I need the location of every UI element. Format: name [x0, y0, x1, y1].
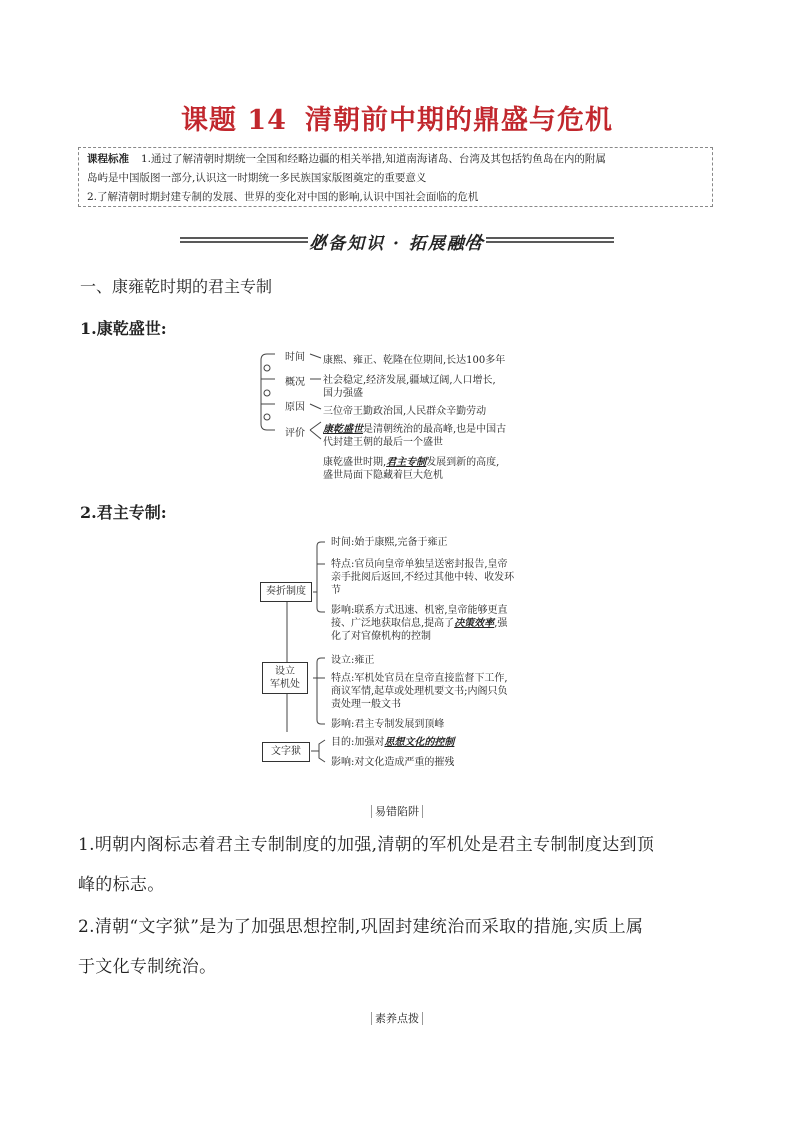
- kq-node-time: 时间: [285, 352, 305, 363]
- zz-effect-1: 影响:联系方式迅速、机密,皇帝能够更直: [331, 605, 508, 616]
- section-banner-title: 必备知识 · 拓展融合: [309, 234, 485, 254]
- zz-effect-3: 化了对官僚机构的控制: [331, 631, 431, 642]
- zz-time: 时间:始于康熙,完备于雍正: [331, 537, 448, 548]
- standard-line-1: 1.通过了解清朝时期统一全国和经略边疆的相关举措,知道南海诸岛、台湾及其包括钓鱼岛在内的附属: [141, 153, 606, 165]
- zz-feature-2: 亲手批阅后返回,不经过其他中转、收发环: [331, 572, 515, 583]
- jj-set: 设立:雍正: [331, 655, 375, 666]
- literacy-tag: 素养点拨: [371, 1012, 423, 1025]
- kq-status-line1: 社会稳定,经济发展,疆域辽阔,人口增长,: [323, 375, 496, 386]
- course-standard-box: [78, 147, 713, 207]
- kq-reason-text: 三位帝王勤政治国,人民群众辛勤劳动: [323, 406, 487, 417]
- kq-eval-line2: 康乾盛世时期,君主专制发展到新的高度,: [323, 457, 500, 468]
- jj-feature-3: 责处理一般文书: [331, 699, 401, 710]
- mistakes-tag: 易错陷阱: [371, 805, 423, 818]
- kq-eval-line1: 康乾盛世是清朝统治的最高峰,也是中国古: [323, 424, 507, 435]
- junjichu-box: 设立 军机处: [262, 662, 308, 694]
- jj-effect: 影响:君主专制发展到顶峰: [331, 719, 445, 730]
- zz-feature-1: 特点:官员向皇帝单独呈送密封报告,皇帝: [331, 559, 508, 570]
- kq-node-status: 概况: [285, 377, 305, 388]
- kq-time-text: 康熙、雍正、乾隆在位期间,长达100多年: [323, 355, 506, 366]
- subheading-kangqian: 1.康乾盛世:: [80, 319, 167, 338]
- mistakes-tag-wrap: [0, 800, 794, 819]
- standard-line-2: 岛屿是中国版图一部分,认识这一时期统一多民族国家版图奠定的重要意义: [87, 172, 427, 184]
- subheading-autocracy: 2.君主专制:: [80, 503, 167, 522]
- page-title: 课题 14 清朝前中期的鼎盛与危机: [181, 105, 613, 136]
- autocracy-branch-lines: [255, 536, 335, 768]
- literacy-tag-wrap: [0, 1007, 794, 1026]
- course-standard-label: 课程标准: [87, 153, 129, 165]
- wz-aim: 目的:加强对思想文化的控制: [331, 737, 455, 748]
- jj-feature-1: 特点:军机处官员在皇帝直接监督下工作,: [331, 673, 508, 684]
- kq-status-line2: 国力强盛: [323, 388, 363, 399]
- kq-node-reason: 原因: [285, 402, 305, 413]
- kq-node-eval: 评价: [285, 428, 305, 439]
- paragraph-2: 2.清朝“文字狱”是为了加强思想控制,巩固封建统治而采取的措施,实质上属 于文化专制统治。: [78, 917, 644, 977]
- section-heading: 一、康雍乾时期的君主专制: [80, 277, 273, 296]
- zz-effect-2: 接、广泛地获取信息,提高了决策效率,强: [331, 618, 508, 629]
- zouzhe-system-box: 奏折制度: [260, 582, 312, 602]
- standard-line-3: 2.了解清朝时期封建专制的发展、世界的变化对中国的影响,认识中国社会面临的危机: [87, 191, 479, 203]
- literary-inquisition-box: 文字狱: [262, 742, 310, 762]
- zz-feature-3: 节: [331, 585, 341, 596]
- paragraph-1: 1.明朝内阁标志着君主专制制度的加强,清朝的军机处是君主专制制度达到顶 峰的标志。: [78, 835, 655, 895]
- kq-eval-line2b: 盛世局面下隐藏着巨大危机: [323, 470, 443, 481]
- kq-eval-line1b: 代封建王朝的最后一个盛世: [323, 437, 443, 448]
- wz-effect: 影响:对文化造成严重的摧残: [331, 757, 455, 768]
- jj-feature-2: 商议军情,起草或处理机要文书;内阁只负: [331, 686, 508, 697]
